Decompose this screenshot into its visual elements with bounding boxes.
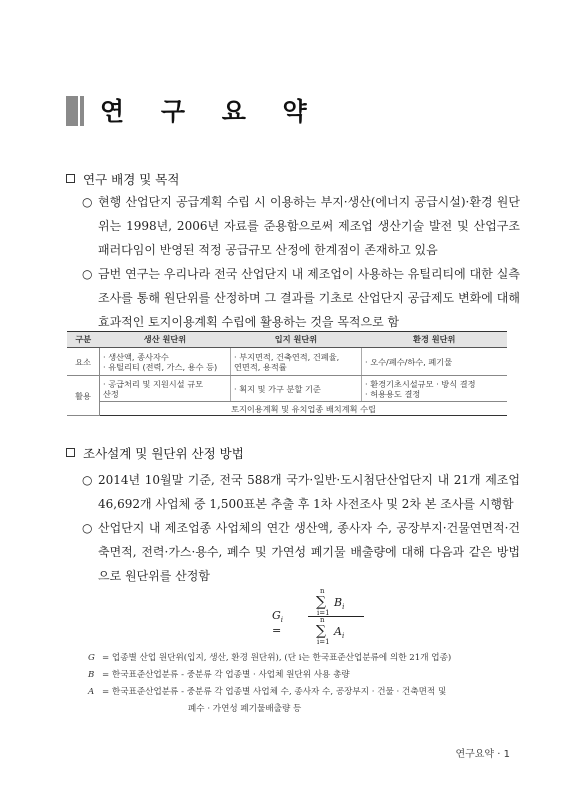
note-row: 폐수 · 가연성 폐기물배출량 등 — [188, 704, 302, 714]
circle-bullet-icon: ○ — [82, 521, 93, 535]
paragraph-text: 2014년 10월말 기준, 전국 588개 국가·일반·도시첨단산업단지 내 21개 제조업 46,692개 사업체 중 1,500표본 추출 후 1차 사전조사 및 2차 본 조사를 시행함 — [98, 473, 520, 511]
paragraph-purpose — [82, 262, 520, 334]
formula-lhs: $G_i$ = — [272, 609, 284, 638]
circle-bullet-icon: ○ — [82, 473, 93, 487]
section-heading-text: 연구 배경 및 목적 — [83, 172, 180, 187]
formula-numerator: n ∑ i=1 $B_i$ — [308, 588, 364, 617]
table-header-cell: 생산 원단위 — [100, 332, 231, 348]
table-header-cell: 구분 — [67, 332, 100, 348]
table-cell: · 부지면적, 건축연적, 건폐율, 연면적, 용적률 — [231, 348, 362, 376]
page-title: 연 구 요 약 — [100, 97, 321, 126]
table-cell: · 오수/폐수/하수, 폐기물 — [362, 348, 508, 376]
square-bullet-icon — [66, 174, 75, 183]
title-accent-bar — [66, 96, 78, 126]
paragraph-text: 금번 연구는 우리나라 전국 산업단지 내 제조업이 사용하는 유틸리티에 대한 실측 조사를 통해 원단위를 산정하며 그 결과를 기초로 산업단지 공급제도 변화에 대해 효과적인 토지이용계획 수립에 활용하는 것을 목적으로 함 — [98, 267, 520, 329]
table-row — [67, 376, 507, 402]
table-header-row — [67, 332, 507, 348]
paragraph-survey — [82, 468, 520, 516]
table-header-cell: 입지 원단위 — [231, 332, 362, 348]
table-row-label: 활용 — [67, 376, 100, 416]
note-row: G = 업종별 산업 원단위(입지, 생산, 환경 원단위), (단 i는 한국표준산업분류에 의한 21개 업종) — [88, 653, 452, 663]
table-cell: · 획지 및 가구 분할 기준 — [231, 376, 362, 402]
formula-fraction — [308, 588, 364, 645]
title-accent-bar-thin — [80, 96, 84, 126]
circle-bullet-icon: ○ — [82, 195, 93, 209]
unit-summary-table — [67, 331, 507, 416]
table-header-cell: 환경 원단위 — [362, 332, 508, 348]
paragraph-text: 산업단지 내 제조업종 사업체의 연간 생산액, 종사자 수, 공장부지·건물연면적·건축면적, 전력·가스·용수, 폐수 및 가연성 폐기물 배출량에 대해 다음과 같은 방법으로 원단위를 산정함 — [98, 521, 520, 583]
table-span-cell: 토지이용계획 및 유치업종 배치계획 수립 — [100, 402, 508, 416]
table-row — [67, 348, 507, 376]
table-row-label: 요소 — [67, 348, 100, 376]
table-cell: · 환경기초시설규모 · 방식 결정 · 허용용도 결정 — [362, 376, 508, 402]
section-heading-text: 조사설계 및 원단위 산정 방법 — [83, 446, 244, 461]
page-footer: 연구요약 · 1 — [455, 749, 510, 760]
table-cell: · 생산액, 종사자수 · 유틸리티 (전력, 가스, 용수 등) — [100, 348, 231, 376]
circle-bullet-icon: ○ — [82, 267, 93, 281]
paragraph-background-1 — [82, 190, 520, 262]
paragraph-text: 현행 산업단지 공급계획 수립 시 이용하는 부지·생산(에너지 공급시설)·환경 원단위는 1998년, 2006년 자료를 준용함으로써 제조업 생산기술 발전 및 산업구조 패러다임이 반영된 적정 공급규모 산정에 한계점이 존재하고 있음 — [98, 195, 520, 257]
paragraph-method — [82, 516, 520, 588]
formula-denominator: n ∑ i=1 $A_i$ — [316, 616, 345, 646]
section-heading-background — [66, 170, 179, 188]
square-bullet-icon — [66, 448, 75, 457]
table-row — [67, 402, 507, 416]
section-heading-methods — [66, 444, 244, 462]
note-row: A = 한국표준산업분류 - 중분류 각 업종별 사업체 수, 종사자 수, 공장부지 · 건물 · 건축면적 및 — [88, 687, 447, 697]
note-row: B = 한국표준산업분류 - 중분류 각 업종별 · 사업체 원단위 사용 총량 — [88, 670, 350, 680]
table-cell: · 공급처리 및 지원시설 규모 산정 — [100, 376, 231, 402]
formula-notes — [88, 650, 451, 718]
